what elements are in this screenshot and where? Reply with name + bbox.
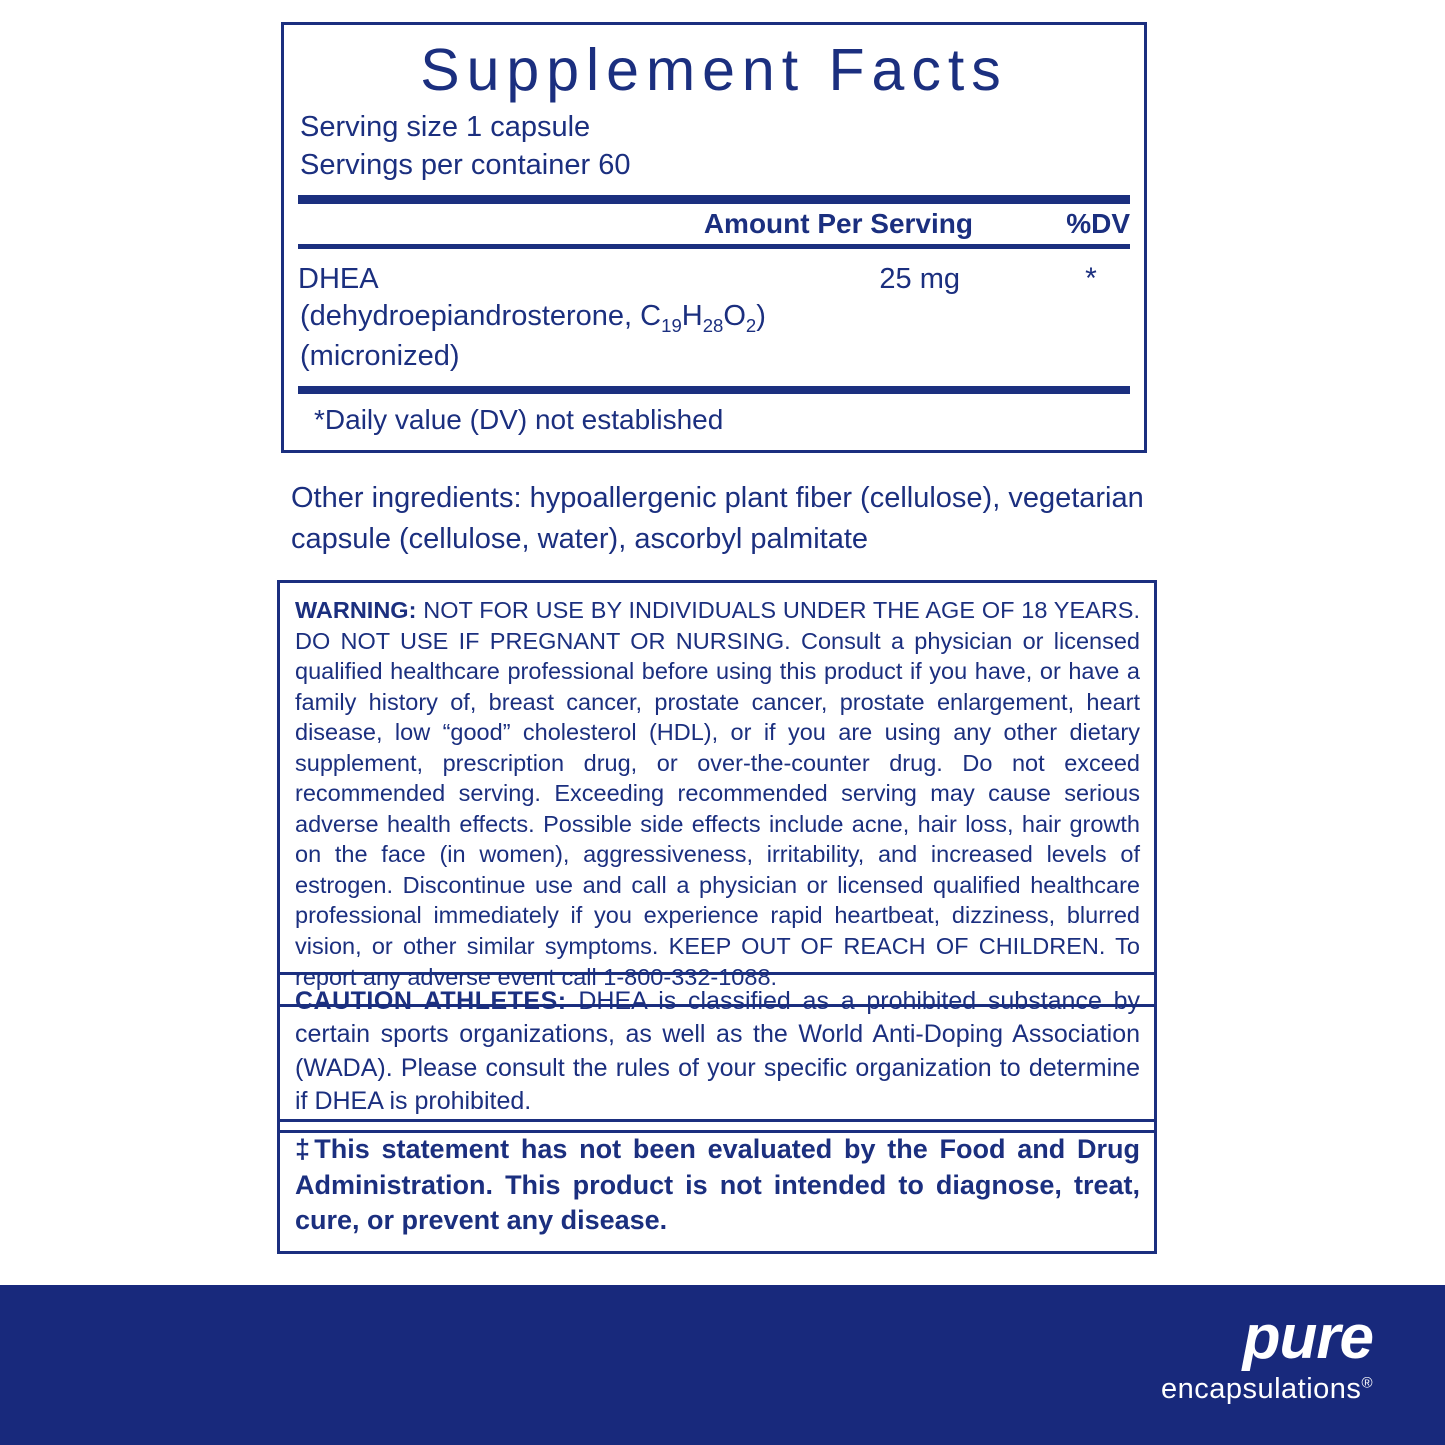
table-header-row bbox=[284, 204, 1144, 244]
percent-dv-header: %DV bbox=[1066, 207, 1130, 239]
ingredient-name: DHEA bbox=[298, 262, 379, 295]
ingredient-chemical-name bbox=[298, 298, 1130, 338]
chem-o: O bbox=[723, 300, 746, 333]
brand-subtitle bbox=[1161, 1375, 1373, 1404]
caution-label: CAUTION ATHLETES: bbox=[295, 987, 567, 1015]
chem-sub-19: 19 bbox=[661, 315, 682, 337]
warning-box bbox=[277, 580, 1157, 1007]
chem-sub-2: 2 bbox=[745, 315, 757, 337]
warning-body: NOT FOR USE BY INDIVIDUALS UNDER THE AGE OF 18 YEARS. DO NOT USE IF PREGNANT OR NURSING. Consult a physician or licensed qualified healthcare professional before using this product if you have, or have a family history of, breast cancer, prostate cancer, prostate enlargement, heart disease, low “good” cholesterol (HDL), or if you are using any other dietary supplement, prescription drug, or over-the-counter drug. Do not exceed recommended serving. Exceeding recommended serving may cause serious adverse health effects. Possible side effects include acne, hair loss, hair growth on the face (in women), aggressiveness, irritability, and increased levels of estrogen. Discontinue use and call a physician or licensed qualified healthcare professional immediately if you experience rapid heartbeat, dizziness, blurred vision, or other similar symptoms. KEEP OUT OF REACH OF CHILDREN. To report any adverse event call 1-800-332-1088. bbox=[295, 597, 1140, 990]
serving-size: Serving size 1 capsule bbox=[300, 111, 591, 143]
chem-sub-28: 28 bbox=[702, 315, 724, 337]
amount-per-serving-header: Amount Per Serving bbox=[703, 207, 973, 239]
chemical-name-prefix: (dehydroepiandrosterone, C bbox=[300, 300, 662, 333]
divider-thick-bottom bbox=[298, 386, 1130, 394]
ingredient-amount: 25 mg bbox=[879, 262, 960, 295]
ingredient-row bbox=[284, 249, 1144, 382]
caution-athletes-box bbox=[277, 972, 1157, 1133]
brand-subtitle-text: encapsulations bbox=[1160, 1373, 1362, 1405]
brand-footer bbox=[0, 1285, 1445, 1445]
warning-text bbox=[295, 595, 1140, 992]
brand-logo bbox=[1160, 1303, 1373, 1405]
ingredient-dv: * bbox=[1085, 261, 1097, 295]
fda-statement-box bbox=[277, 1119, 1157, 1254]
caution-body: DHEA is classified as a prohibited substance by certain sports organizations, as well as the World Anti-Doping Association (WADA). Please consult the rules of your specific organization to determine if DHEA is prohibited. bbox=[295, 987, 1140, 1115]
supplement-facts-panel bbox=[281, 22, 1147, 453]
servings-per-container: Servings per container 60 bbox=[300, 149, 631, 182]
warning-label: WARNING: bbox=[295, 597, 417, 623]
chemical-name-suffix: ) bbox=[756, 300, 766, 333]
ingredient-form: (micronized) bbox=[300, 340, 460, 373]
other-ingredients: Other ingredients: hypoallergenic plant fiber (cellulose), vegetarian capsule (cellulose, water), ascorbyl palmitate bbox=[291, 482, 1144, 555]
chem-h: H bbox=[681, 300, 703, 333]
caution-text bbox=[295, 985, 1140, 1118]
supplement-facts-title: Supplement Facts bbox=[420, 37, 1008, 103]
brand-name: pure bbox=[1242, 1303, 1373, 1372]
divider-thick-top bbox=[298, 195, 1130, 204]
registered-trademark-icon: ® bbox=[1361, 1374, 1373, 1392]
fda-statement-text: ‡This statement has not been evaluated by the Food and Drug Administration. This product is not intended to diagnose, treat, cure, or prevent any disease. bbox=[295, 1134, 1140, 1236]
dv-footnote: *Daily value (DV) not established bbox=[314, 403, 724, 435]
